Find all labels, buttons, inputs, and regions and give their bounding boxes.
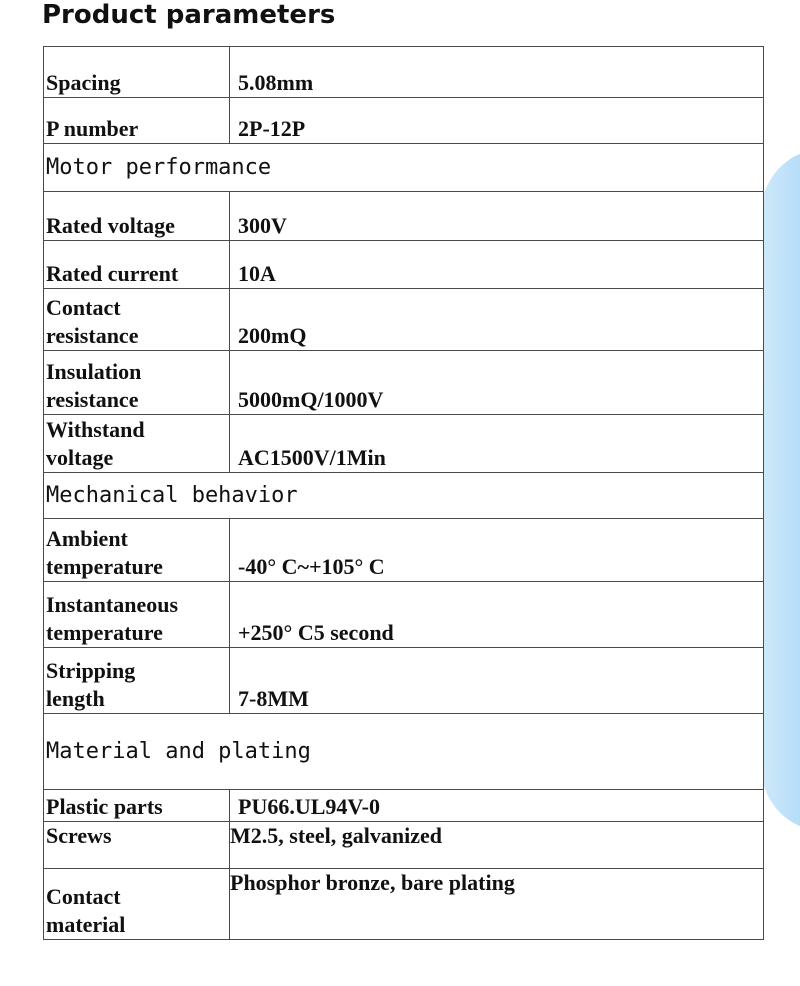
param-label (44, 648, 230, 714)
section-heading: Mechanical behavior (44, 473, 764, 519)
section-heading: Material and plating (44, 714, 764, 790)
table-row (44, 822, 764, 869)
label-line: Withstand (46, 417, 145, 442)
section-row (44, 714, 764, 790)
param-value: 200mQ (230, 289, 764, 351)
param-value: 300V (230, 192, 764, 241)
param-label (44, 289, 230, 351)
param-value: M2.5, steel, galvanized (230, 822, 764, 869)
table-row (44, 869, 764, 940)
param-value: +250° C5 second (230, 582, 764, 648)
param-value: 2P-12P (230, 98, 764, 144)
label-line: length (46, 686, 105, 711)
table-row (44, 98, 764, 144)
table-row (44, 241, 764, 289)
table-row (44, 790, 764, 822)
param-label (44, 415, 230, 473)
param-value: -40° C~+105° C (230, 519, 764, 582)
param-value: AC1500V/1Min (230, 415, 764, 473)
table-row (44, 519, 764, 582)
param-value: 5000mQ/1000V (230, 351, 764, 415)
label-line: Contact (46, 295, 121, 320)
label-line: resistance (46, 323, 139, 348)
param-label: Rated voltage (44, 192, 230, 241)
label-line: voltage (46, 445, 114, 470)
label-line: Ambient (46, 526, 128, 551)
label-line: temperature (46, 554, 163, 579)
param-value: 10A (230, 241, 764, 289)
param-label: Rated current (44, 241, 230, 289)
section-row (44, 473, 764, 519)
param-label: Screws (44, 822, 230, 869)
label-line: Instantaneous (46, 592, 179, 617)
table-row (44, 415, 764, 473)
param-value: 7-8MM (230, 648, 764, 714)
param-label (44, 519, 230, 582)
table-row (44, 582, 764, 648)
table-row (44, 289, 764, 351)
label-line: Insulation (46, 359, 142, 384)
table-row (44, 351, 764, 415)
param-label (44, 869, 230, 940)
param-value: Phosphor bronze, bare plating (230, 869, 764, 940)
label-line: Stripping (46, 658, 136, 683)
param-value: 5.08mm (230, 47, 764, 98)
table-row (44, 47, 764, 98)
param-value: PU66.UL94V-0 (230, 790, 764, 822)
page-title: Product parameters (42, 0, 336, 30)
decorative-blue-shape (760, 150, 800, 830)
param-label: Plastic parts (44, 790, 230, 822)
label-line: material (46, 912, 126, 937)
section-row (44, 144, 764, 192)
section-heading: Motor performance (44, 144, 764, 192)
label-line: Contact (46, 884, 121, 909)
parameters-table (43, 46, 764, 940)
label-line: temperature (46, 620, 163, 645)
table-row (44, 648, 764, 714)
param-label: P number (44, 98, 230, 144)
table-row (44, 192, 764, 241)
label-line: resistance (46, 387, 139, 412)
param-label (44, 351, 230, 415)
param-label (44, 582, 230, 648)
param-label: Spacing (44, 47, 230, 98)
